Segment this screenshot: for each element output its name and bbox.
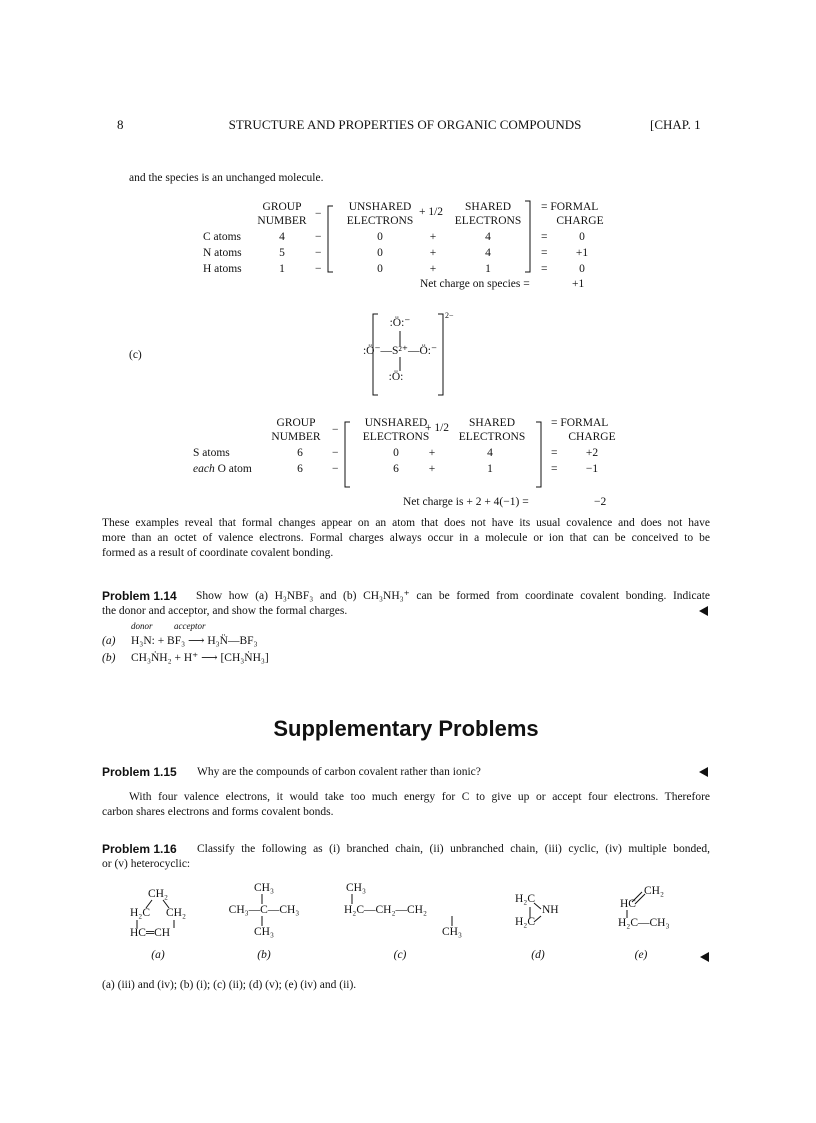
group-number: 4	[279, 231, 285, 243]
unshared-electrons: 6	[393, 463, 399, 475]
struct-text: CH₂	[148, 888, 168, 900]
struct-text: H₂C	[130, 907, 150, 919]
equals: =	[541, 263, 548, 275]
minus: −	[315, 208, 322, 220]
net-charge-label: Net charge on species =	[420, 278, 530, 290]
shared-electrons: 1	[487, 463, 493, 475]
plus: +	[429, 247, 437, 259]
group-number: 1	[279, 263, 285, 275]
part-c-label: (c)	[129, 349, 142, 361]
struct-text: H₂C	[515, 893, 535, 905]
group-number: 6	[297, 463, 303, 475]
unshared-electrons: 0	[377, 247, 383, 259]
header-charge: CHARGE	[568, 431, 616, 443]
problem-label: Problem 1.16	[102, 842, 177, 856]
struct-text: H₂C—CH₂—CH₂	[344, 904, 427, 916]
header-shared: SHARED	[468, 417, 516, 429]
header-electrons: ELECTRONS	[454, 215, 522, 227]
struct-text: NH	[542, 904, 559, 916]
formal-charge: −1	[585, 463, 599, 475]
ion-charge: 2−	[445, 311, 454, 320]
struct-text: CH₂	[166, 907, 186, 919]
problem-label: Problem 1.15	[102, 765, 177, 779]
answer-marker-icon	[700, 952, 709, 962]
struct-text: CH₂	[644, 885, 664, 897]
answer-marker-icon	[699, 606, 708, 616]
chapter-ref: [CHAP. 1	[650, 117, 701, 132]
struct-label: (c)	[393, 949, 407, 961]
answer-text: (a) (iii) and (iv); (b) (i); (c) (ii); (d) (v); (e) (iv) and (ii).	[102, 979, 357, 991]
row-label-text: S atoms	[193, 447, 230, 459]
header-electrons: ELECTRONS	[346, 215, 414, 227]
group-number: 5	[279, 247, 285, 259]
section-title: Supplementary Problems	[273, 716, 539, 741]
header-group: GROUP	[276, 417, 316, 429]
problem-text: Show how (a) H₃NBF₃ and (b) CH₃NH₃⁺ can be formed from coordinate covalent bonding. Indicate	[196, 590, 710, 602]
oxygen-top: :Ö:⁻	[389, 317, 411, 329]
donor-label: donor	[131, 621, 153, 631]
header-group: GROUP	[262, 201, 302, 213]
shared-electrons: 4	[485, 231, 491, 243]
formal-charge: 0	[579, 231, 585, 243]
formal-charge: +1	[575, 247, 589, 259]
problem-text: Classify the following as (i) branched chain, (ii) unbranched chain, (iii) cyclic, (iv) multiple bonded,	[197, 843, 710, 855]
running-title: STRUCTURE AND PROPERTIES OF ORGANIC COMPOUNDS	[228, 117, 582, 132]
equation-b: CH₃ṄH₂ + H⁺ ⟶ [CH₃ṄH₃]	[131, 652, 269, 664]
shared-electrons: 1	[485, 263, 491, 275]
header-electrons: ELECTRONS	[362, 431, 430, 443]
struct-text: CH₃	[254, 926, 274, 938]
answer-text: carbon shares electrons and forms covalent bonds.	[102, 806, 334, 818]
row-label-text: O atom	[214, 463, 252, 475]
row-label: C atoms	[203, 231, 242, 243]
header-number: NUMBER	[257, 215, 307, 227]
paragraph-line: These examples reveal that formal changes appear on an atom that does not have its usual covalence and does not have	[102, 517, 710, 529]
minus: −	[332, 447, 339, 459]
struct-text: CH₃—C—CH₃	[228, 904, 300, 916]
part-a-label: (a)	[102, 635, 116, 647]
paragraph-line: formed as a result of coordinate covalent bonding.	[102, 547, 334, 559]
paragraph-line: more than an octet of valence electrons. Formal charges always occur in a molecule or ion that can be conceived to be	[102, 532, 710, 544]
struct-label: (b)	[257, 949, 271, 961]
shared-electrons: 4	[485, 247, 491, 259]
minus: −	[332, 424, 339, 436]
struct-text: H₂C	[515, 916, 535, 928]
struct-text: HC═CH	[130, 927, 171, 939]
problem-text: Why are the compounds of carbon covalent rather than ionic?	[197, 766, 481, 778]
minus: −	[315, 247, 322, 259]
shared-electrons: 4	[487, 447, 493, 459]
header-unshared: UNSHARED	[348, 201, 412, 213]
struct-label: (d)	[531, 949, 545, 961]
struct-label: (a)	[151, 949, 165, 961]
struct-text: HC	[620, 898, 636, 910]
struct-text: CH₃	[254, 882, 274, 894]
answer-text: With four valence electrons, it would take too much energy for C to give up or accept four electrons. Therefore	[129, 791, 710, 803]
half: + 1/2	[425, 422, 450, 434]
header-unshared: UNSHARED	[364, 417, 428, 429]
intro-text: and the species is an unchanged molecule.	[129, 172, 324, 184]
acceptor-label: acceptor	[174, 621, 206, 631]
net-charge-label: Net charge is + 2 + 4(−1) =	[403, 496, 529, 508]
equals: =	[551, 447, 558, 459]
unshared-electrons: 0	[377, 231, 383, 243]
sulfur-row: :Ö⁻—S²⁺—Ö:⁻	[362, 345, 438, 357]
equals: =	[551, 463, 558, 475]
equals: =	[541, 231, 548, 243]
minus: −	[315, 263, 322, 275]
header-electrons: ELECTRONS	[458, 431, 526, 443]
equals: =	[541, 247, 548, 259]
row-label: H atoms	[203, 263, 242, 275]
header-number: NUMBER	[271, 431, 321, 443]
unshared-electrons: 0	[393, 447, 399, 459]
equation-a: H₃N: + BF₃ ⟶ H₃N̈—BF₃	[131, 635, 258, 647]
group-number: 6	[297, 447, 303, 459]
struct-text: CH₃	[442, 926, 462, 938]
struct-text: H₂C—CH₃	[618, 917, 670, 929]
row-label: N atoms	[203, 247, 242, 259]
struct-label: (e)	[634, 949, 648, 961]
minus: −	[332, 463, 339, 475]
problem-text: the donor and acceptor, and show the formal charges.	[102, 605, 348, 617]
problem-label: Problem 1.14	[102, 589, 177, 603]
plus: +	[429, 263, 437, 275]
plus: +	[428, 447, 436, 459]
row-label-italic: each	[193, 463, 215, 475]
half: + 1/2	[419, 206, 444, 218]
unshared-electrons: 0	[377, 263, 383, 275]
part-b-label: (b)	[102, 652, 116, 664]
header-formal: = FORMAL	[541, 201, 599, 213]
net-charge-value: −2	[594, 496, 607, 508]
formal-charge: 0	[579, 263, 585, 275]
plus: +	[428, 463, 436, 475]
plus: +	[429, 231, 437, 243]
oxygen-bottom: :Ö:	[388, 371, 404, 383]
answer-marker-icon	[699, 767, 708, 777]
minus: −	[315, 231, 322, 243]
header-shared: SHARED	[464, 201, 512, 213]
page-number: 8	[117, 117, 124, 132]
formal-charge: +2	[585, 447, 599, 459]
header-charge: CHARGE	[556, 215, 604, 227]
net-charge-value: +1	[572, 278, 585, 290]
header-formal: = FORMAL	[551, 417, 609, 429]
problem-text: or (v) heterocyclic:	[102, 858, 191, 870]
struct-text: CH₃	[346, 882, 366, 894]
